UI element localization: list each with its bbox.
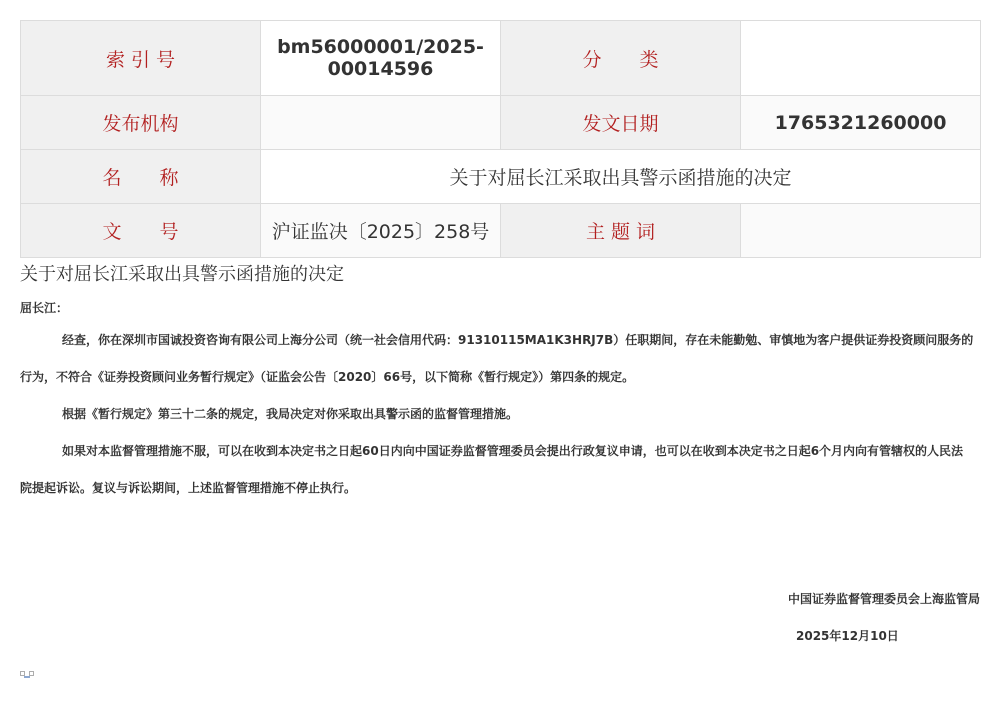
issue-date-value: 1765321260000 [741, 96, 981, 150]
broken-image-icon[interactable] [20, 671, 34, 678]
body-paragraph-findings: 经查，你在深圳市国诚投资咨询有限公司上海分公司（统一社会信用代码：91310115MA1K3HRJ7B）任职期间，存在未能勤勉、审慎地为客户提供证券投资顾问服务的行为，不符合《证券投资顾问业务暂行规定》（证监会公告〔2020〕66号，以下简称《暂行规定》）第四条的规定。 [20, 333, 974, 384]
index-number-label: 索 引 号 [21, 21, 261, 96]
signature-date: 2025年12月10日 [796, 629, 899, 643]
document-number-value: 沪证监决〔2025〕258号 [261, 204, 501, 258]
document-metadata-table [20, 20, 981, 258]
subject-words-label: 主 题 词 [501, 204, 741, 258]
document-number-label: 文 号 [21, 204, 261, 258]
publisher-value [261, 96, 501, 150]
document-title: 关于对屈长江采取出具警示函措施的决定 [20, 264, 344, 285]
issue-date-label: 发文日期 [501, 96, 741, 150]
meta-row-publisher [21, 96, 981, 150]
name-label: 名 称 [21, 150, 261, 204]
issuer-signature: 中国证券监督管理委员会上海监管局 [787, 592, 980, 606]
body-paragraph-appeal: 如果对本监督管理措施不服，可以在收到本决定书之日起60日内向中国证券监督管理委员会提出行政复议申请，也可以在收到本决定书之日起6个月内向有管辖权的人民法院提起诉讼。复议与诉讼期间，上述监督管理措施不停止执行。 [20, 444, 964, 495]
salutation: 屈长江： [20, 301, 69, 315]
category-value [741, 21, 981, 96]
subject-words-value [741, 204, 981, 258]
publisher-label: 发布机构 [21, 96, 261, 150]
meta-row-name [21, 150, 981, 204]
name-value: 关于对屈长江采取出具警示函措施的决定 [261, 150, 981, 204]
body-paragraph-decision: 根据《暂行规定》第三十二条的规定，我局决定对你采取出具警示函的监督管理措施。 [62, 407, 519, 421]
meta-row-docno [21, 204, 981, 258]
meta-row-index [21, 21, 981, 96]
index-number-value: bm56000001/2025-00014596 [261, 21, 501, 96]
category-label: 分 类 [501, 21, 741, 96]
